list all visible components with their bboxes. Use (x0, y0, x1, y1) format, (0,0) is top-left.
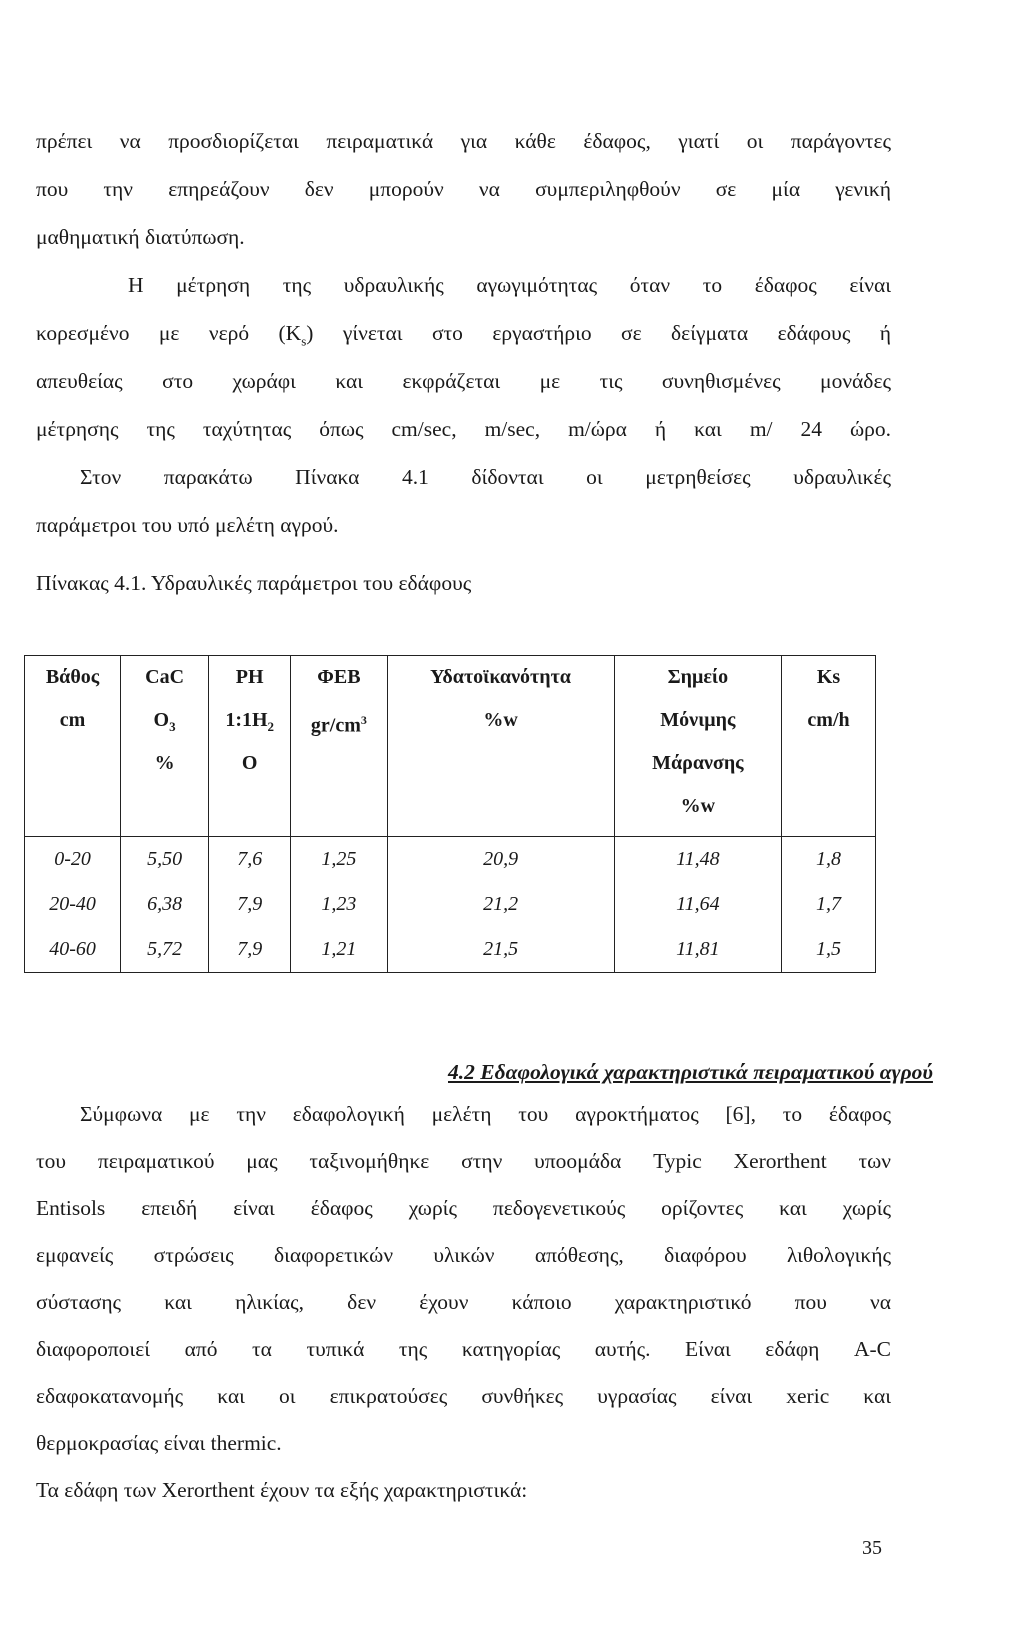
text-line: διαφοροποιεί από τα τυπικά της κατηγορίας αυτής. Είναι εδάφη A-C (36, 1337, 891, 1361)
text-line: απευθείας στο χωράφι και εκφράζεται με τις συνηθισμένες μονάδες (36, 369, 891, 393)
table-caption: Πίνακας 4.1. Υδραυλικές παράμετροι του εδάφους (36, 571, 472, 595)
text-line: κορεσμένο με νερό $(K_s)$ γίνεται στο εργαστήριο σε δείγματα εδάφους ή (36, 321, 891, 349)
table-body (25, 837, 876, 973)
text-line: Τα εδάφη των Xerorthent έχουν τα εξής χαρακτηριστικά: (36, 1478, 528, 1502)
table-cell: 1,7 (782, 882, 876, 927)
text-line: μέτρησης της ταχύτητας όπως cm/sec, m/sec, m/ώρα ή και m/ 24 ώρο. (36, 417, 891, 441)
table-row (25, 837, 876, 883)
text-line: πρέπει να προσδιορίζεται πειραματικά για κάθε έδαφος, γιατί οι παράγοντες (36, 129, 891, 153)
table-cell: 11,48 (614, 837, 781, 883)
column-header (25, 656, 121, 837)
header-text: $O_3$ (153, 709, 176, 734)
header-text: Υδατοϊκανότητα (430, 666, 571, 688)
header-text: cm/h (807, 709, 850, 731)
table-cell: 7,6 (209, 837, 291, 883)
column-header (614, 656, 781, 837)
section-heading: 4.2 Εδαφολογικά χαρακτηριστικά πειραματικού αγρού (448, 1060, 933, 1084)
header-text: CaC (145, 666, 185, 688)
table-row (25, 927, 876, 973)
table-cell: 0-20 (25, 837, 121, 883)
text-line: εμφανείς στρώσεις διαφορετικών υλικών απόθεσης, διαφόρου λιθολογικής (36, 1243, 891, 1267)
table-cell: 40-60 (25, 927, 121, 973)
header-text: ΦΕΒ (317, 666, 361, 688)
column-header (121, 656, 209, 837)
text-line: εδαφοκατανομής και οι επικρατούσες συνθήκες υγρασίας είναι xeric και (36, 1384, 891, 1408)
header-text: % (154, 752, 175, 774)
column-header (387, 656, 614, 837)
column-header (291, 656, 387, 837)
table-cell: 1,23 (291, 882, 387, 927)
table-cell: 5,50 (121, 837, 209, 883)
table-cell: 6,38 (121, 882, 209, 927)
text-line: που την επηρεάζουν δεν μπορούν να συμπεριληφθούν σε μία γενική (36, 177, 891, 201)
column-header (209, 656, 291, 837)
text-line: Στον παρακάτω Πίνακα 4.1 δίδονται οι μετρηθείσες υδραυλικές (80, 465, 891, 489)
table-cell: 20,9 (387, 837, 614, 883)
text-line: Entisols επειδή είναι έδαφος χωρίς πεδογενετικούς ορίζοντες και χωρίς (36, 1196, 891, 1220)
header-text: $1:1H_2$ (225, 709, 275, 734)
table-cell: 1,8 (782, 837, 876, 883)
table-header-row (25, 656, 876, 837)
table-cell: 7,9 (209, 927, 291, 973)
header-text: Σημείο (667, 666, 729, 688)
text-line: Σύμφωνα με την εδαφολογική μελέτη του αγροκτήματος [6], το έδαφος (80, 1102, 891, 1126)
table-cell: 5,72 (121, 927, 209, 973)
header-text: Μόνιμης (660, 709, 736, 731)
table-cell: 21,5 (387, 927, 614, 973)
table-cell: 1,25 (291, 837, 387, 883)
table-cell: 11,81 (614, 927, 781, 973)
text-line: θερμοκρασίας είναι thermic. (36, 1431, 282, 1455)
text-line: παράμετροι του υπό μελέτη αγρού. (36, 513, 339, 537)
header-text: O (241, 752, 258, 774)
header-text: %w (680, 795, 716, 817)
table-cell: 20-40 (25, 882, 121, 927)
table-cell: 11,64 (614, 882, 781, 927)
header-text: %w (483, 709, 518, 731)
header-text: $gr/cm^3$ (310, 713, 367, 737)
table-row (25, 882, 876, 927)
hydraulic-parameters-table (24, 655, 876, 973)
text-line: σύστασης και ηλικίας, δεν έχουν κάποιο χαρακτηριστικό που να (36, 1290, 891, 1314)
text-line: του πειραματικού μας ταξινομήθηκε στην υποομάδα Typic Xerorthent των (36, 1149, 891, 1173)
table-cell: 21,2 (387, 882, 614, 927)
page-number: 35 (862, 1537, 882, 1559)
text-line: Η μέτρηση της υδραυλικής αγωγιμότητας όταν το έδαφος είναι (128, 273, 891, 297)
header-text: Ks (816, 666, 841, 688)
column-header (782, 656, 876, 837)
text-line: μαθηματική διατύπωση. (36, 225, 245, 249)
header-text: Βάθος (45, 666, 100, 688)
header-text: cm (59, 709, 86, 731)
table-cell: 1,21 (291, 927, 387, 973)
table-cell: 7,9 (209, 882, 291, 927)
header-text: PH (235, 666, 264, 688)
table-cell: 1,5 (782, 927, 876, 973)
header-text: Μάρανσης (652, 752, 744, 774)
